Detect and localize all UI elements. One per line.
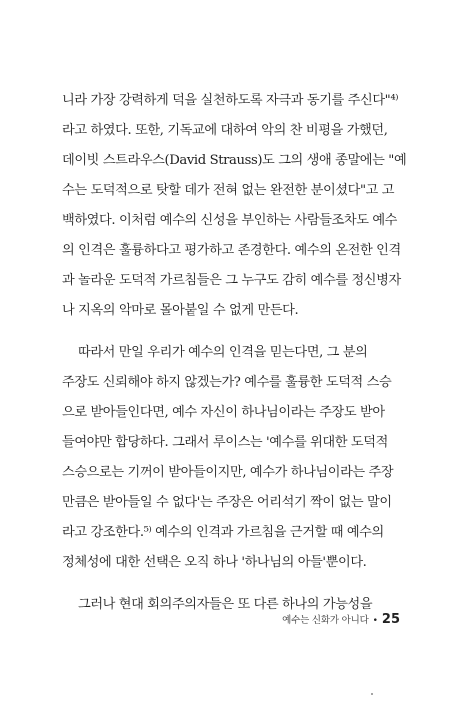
paragraph-first-line: 그러나 현대 회의주의자들은 또 다른 하나의 가능성을 [78, 597, 373, 612]
running-title: 예수는 신화가 아니다 [282, 615, 369, 626]
body-text [62, 86, 412, 620]
text-line: 라고 강조한다.⁵⁾ 예수의 인격과 가르침을 근거할 때 예수의 [62, 525, 384, 540]
text-line: 수는 도덕적으로 탓할 데가 전혀 없는 완전한 분이셨다"고 고 [62, 183, 395, 198]
page-number: 25 [381, 612, 400, 627]
text-line: 니라 가장 강력하게 덕을 실천하도록 자극과 동기를 주신다"⁴⁾ [62, 93, 399, 108]
scan-speck [371, 693, 373, 695]
text-line: 의 인격은 훌륭하다고 평가하고 존경한다. 예수의 온전한 인격 [62, 243, 401, 258]
text-line: 과 놀라운 도덕적 가르침들은 그 누구도 감히 예수를 정신병자 [62, 273, 401, 288]
text-line: 스승으로는 기꺼이 받아들이지만, 예수가 하나님이라는 주장 [62, 465, 394, 480]
text-line: 데이빗 스트라우스(David Strauss)도 그의 생애 종말에는 "예 [62, 153, 407, 168]
text-line: 정체성에 대한 선택은 오직 하나 '하나님의 아들'뿐이다. [62, 555, 367, 570]
text-line: 으로 받아들인다면, 예수 자신이 하나님이라는 주장도 받아 [62, 405, 385, 420]
page-footer [282, 612, 400, 627]
footer-separator: • [372, 616, 378, 626]
paragraph-first-line: 따라서 만일 우리가 예수의 인격을 믿는다면, 그 분의 [78, 345, 368, 360]
text-line: 라고 하였다. 또한, 기독교에 대하여 악의 찬 비평을 가했던, [62, 123, 388, 138]
text-line: 들여야만 합당하다. 그래서 루이스는 '예수를 위대한 도덕적 [62, 435, 388, 450]
text-line: 백하였다. 이처럼 예수의 신성을 부인하는 사람들조차도 예수 [62, 213, 398, 228]
text-line: 나 지옥의 악마로 몰아붙일 수 없게 만든다. [62, 303, 299, 318]
text-line: 주장도 신뢰해야 하지 않겠는가? 예수를 훌륭한 도덕적 스승 [62, 375, 392, 390]
text-line: 만큼은 받아들일 수 없다'는 주장은 어리석기 짝이 없는 말이 [62, 495, 392, 510]
